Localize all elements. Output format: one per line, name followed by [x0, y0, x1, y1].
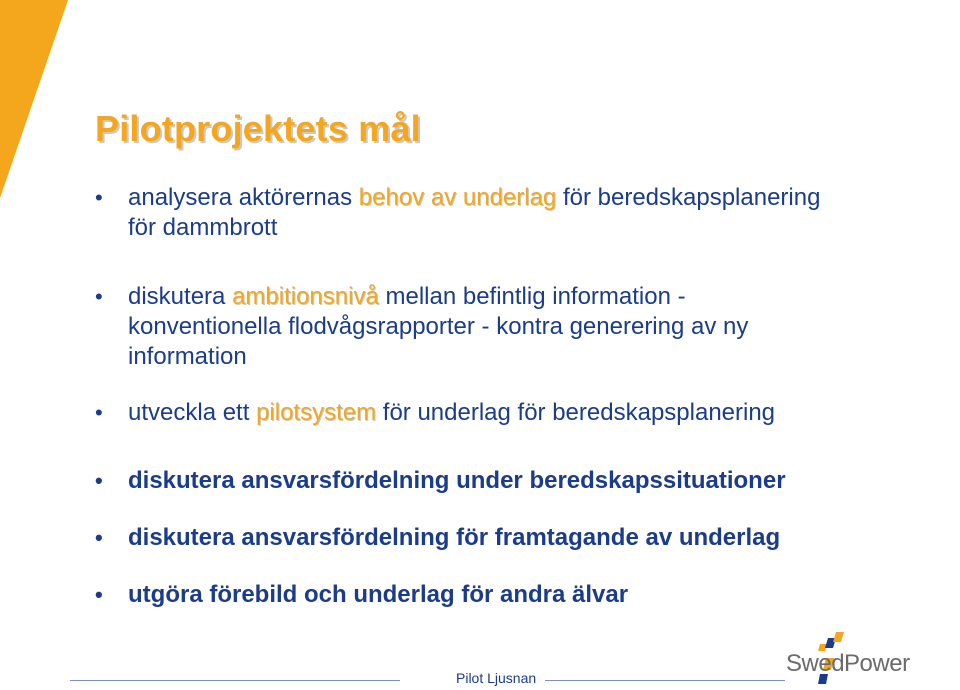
- logo-wordmark: SwedPower: [786, 650, 910, 677]
- bullet-text: utgöra förebild och underlag för andra älvar: [128, 581, 629, 608]
- bullet-icon: •: [95, 400, 103, 425]
- bullet-highlight: pilotsystem: [256, 399, 377, 426]
- bullet-text-part: för underlag för beredskapsplanering: [376, 399, 776, 426]
- bullet-icon: •: [95, 284, 103, 309]
- corner-decoration: [0, 0, 70, 200]
- footer-divider: [545, 680, 785, 681]
- footer-label: Pilot Ljusnan: [456, 670, 537, 686]
- bullet-text-part: mellan befintlig information -: [378, 283, 686, 310]
- slide-title: Pilotprojektets mål: [95, 108, 421, 149]
- bullet-text-part: för beredskapsplanering: [556, 184, 821, 211]
- bullet-item: [95, 282, 955, 372]
- bullet-text-part: konventionella flodvågsrapporter - kontra generering av ny: [128, 313, 749, 340]
- bullet-highlight: ambitionsnivå: [232, 283, 379, 310]
- bullet-icon: •: [95, 582, 103, 607]
- bullet-item: [95, 580, 955, 610]
- bullet-icon: •: [95, 468, 103, 493]
- bullet-text-part: diskutera: [128, 283, 233, 310]
- bullet-text-part: för dammbrott: [128, 214, 278, 241]
- bullet-text-part: analysera aktörernas: [128, 184, 359, 211]
- bullet-text: [128, 282, 955, 372]
- bullet-icon: •: [95, 185, 103, 210]
- bullet-item: [95, 466, 955, 496]
- bullet-highlight: behov av underlag: [358, 184, 557, 211]
- bullet-text: [128, 183, 955, 243]
- bullet-text: diskutera ansvarsfördelning för framtagande av underlag: [128, 524, 781, 551]
- bullet-icon: •: [95, 525, 103, 550]
- bullet-text-part: utveckla ett: [128, 399, 257, 426]
- swedpower-logo: [786, 630, 912, 685]
- bullet-item: [95, 398, 955, 428]
- bullet-text-part: information: [128, 343, 247, 370]
- footer-divider: [70, 680, 400, 681]
- bullet-text: [128, 398, 955, 428]
- bullet-item: [95, 183, 955, 243]
- bullet-text: diskutera ansvarsfördelning under beredskapssituationer: [128, 467, 786, 494]
- bullet-item: [95, 523, 955, 553]
